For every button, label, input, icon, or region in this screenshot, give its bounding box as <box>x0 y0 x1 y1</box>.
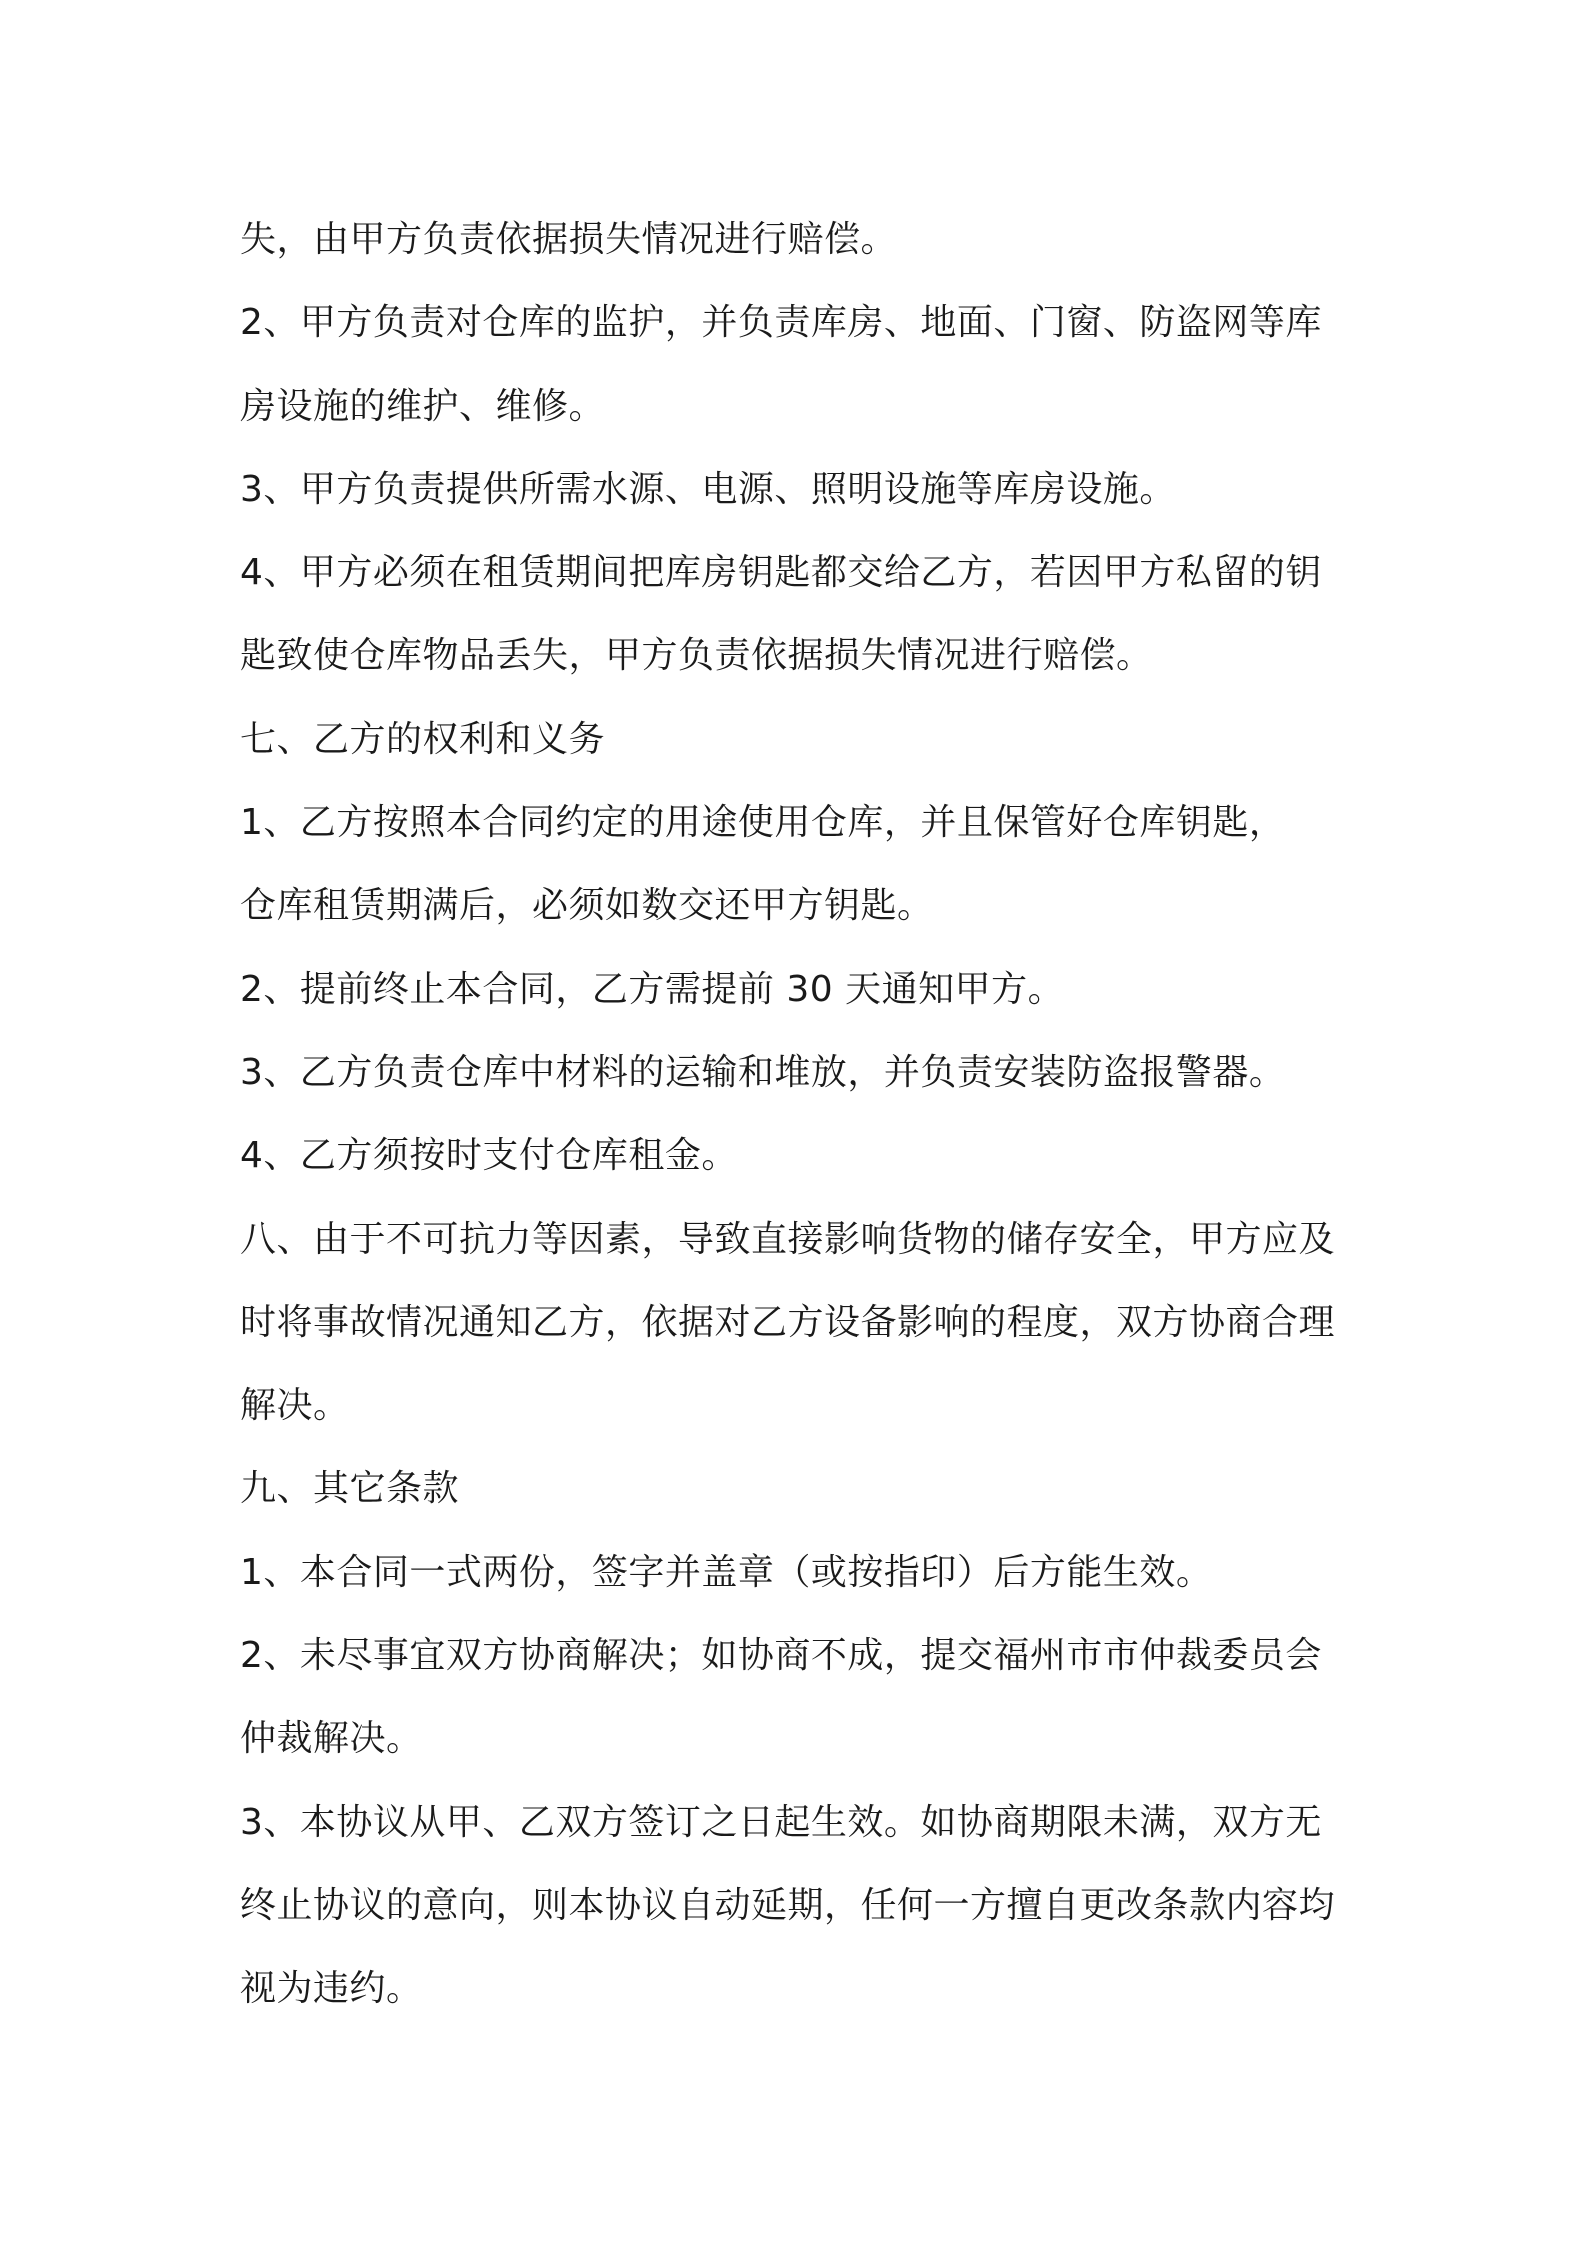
text-line: 3、甲方负责提供所需水源、电源、照明设施等库房设施。 <box>240 468 1176 510</box>
text-line: 终止协议的意向，则本协议自动延期，任何一方擅自更改条款内容均 <box>240 1884 1336 1926</box>
text-line: 匙致使仓库物品丢失，甲方负责依据损失情况进行赔偿。 <box>240 635 1153 677</box>
text-line: 解决。 <box>240 1385 350 1427</box>
text-line: 2、甲方负责对仓库的监护，并负责库房、地面、门窗、防盗网等库 <box>240 302 1322 344</box>
document-body <box>240 198 1360 2031</box>
text-line: 2、提前终止本合同，乙方需提前 30 天通知甲方。 <box>240 968 1065 1010</box>
section-heading: 九、其它条款 <box>240 1468 460 1510</box>
text-line: 仓库租赁期满后，必须如数交还甲方钥匙。 <box>240 885 934 927</box>
text-line: 时将事故情况通知乙方，依据对乙方设备影响的程度，双方协商合理 <box>240 1301 1336 1343</box>
text-line: 房设施的维护、维修。 <box>240 385 606 427</box>
text-line: 1、乙方按照本合同约定的用途使用仓库，并且保管好仓库钥匙， <box>240 802 1286 844</box>
text-line: 4、乙方须按时支付仓库租金。 <box>240 1135 738 1177</box>
text-line: 失，由甲方负责依据损失情况进行赔偿。 <box>240 219 898 260</box>
section-heading: 七、乙方的权利和义务 <box>240 718 606 760</box>
text-line: 3、本协议从甲、乙双方签订之日起生效。如协商期限未满，双方无 <box>240 1801 1322 1843</box>
text-line: 3、乙方负责仓库中材料的运输和堆放，并负责安装防盗报警器。 <box>240 1051 1286 1093</box>
text-line: 1、本合同一式两份，签字并盖章（或按指印）后方能生效。 <box>240 1551 1213 1593</box>
text-line: 视为违约。 <box>240 1968 423 2010</box>
text-line: 4、甲方必须在租赁期间把库房钥匙都交给乙方，若因甲方私留的钥 <box>240 552 1322 594</box>
text-line: 2、未尽事宜双方协商解决；如协商不成，提交福州市市仲裁委员会 <box>240 1635 1322 1677</box>
text-line: 八、由于不可抗力等因素，导致直接影响货物的储存安全，甲方应及 <box>240 1218 1336 1260</box>
text-line: 仲裁解决。 <box>240 1718 423 1760</box>
